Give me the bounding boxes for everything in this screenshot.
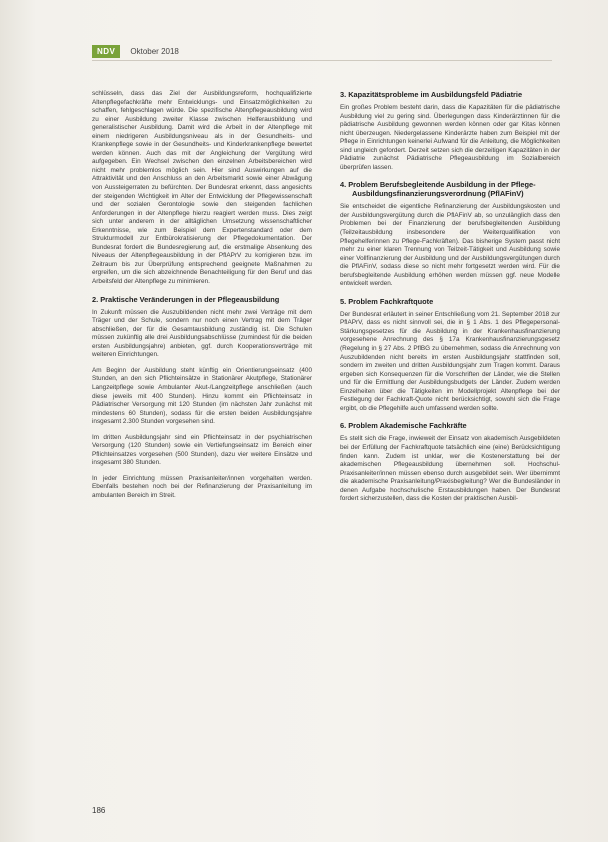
left-paragraph-3: Am Beginn der Ausbildung steht künftig ein Orientierungseinsatz (400 Stunden, an den sich Pflichteinsätze in Stationärer Akutpflege, Stationärer Langzeitpflege sowie Ambulanter Akut-/Langzeitpflege anschließen (auch diese jeweils mit 400 Stunden). Hinzu kommt ein Pflichteinsatz in Pädiatrischer Versorgung mit 120 Stunden (im nächsten Jahr zunächst mit mindestens 60 Stunden), sodass für die ersten beiden Ausbildungsjahre insgesamt 2.300 Stunden vorgesehen sind. [92,366,312,426]
section-heading-6: 6. Problem Akademische Fachkräfte [340,421,467,431]
section-heading-5: 5. Problem Fachkraftquote [340,296,434,306]
section-heading-4: 4. Problem Berufsbegleitende Ausbildung in der Pflege-Ausbildungsfinanzierungsverordnung (PflAFinV) [340,180,536,199]
header-rule [92,60,552,61]
right-paragraph-3: Der Bundesrat erläutert in seiner Entschließung vom 21. September 2018 zur PflAPrV, dass es nicht sinnvoll sei, die in § 1 Abs. 1 des Pflegepersonal-Stärkungsgesetzes für die Ausbildung in der Krankenhausfinanzierung vorgesehene Anrechnung des § 17a Krankenhausfinanzierungsgesetz (Regelung in § 27 Abs. 2 PflBG zu übernehmen, sodass die Anrechnung von Auszubildenden nicht bereits im ersten Ausbildungsjahr stattfinden soll, sondern im zweiten und dritten Ausbildungsjahr zum Tragen kommt. Daraus ergeben sich Konsequenzen für die Vorschriften der Länder, wie die Stellen und für die Ermittlung der Ausbildungsbudgets der Länder. Zudem werden Einzelheiten über die Tätigkeiten im Modellprojekt Altenpflege bei der Festlegung der Fachkraft-Quote nicht berücksichtigt, sowohl sich die Frage ergibt, ob die Pflegehilfe auch umfassend werden sollte. [340,310,560,412]
left-column [92,90,312,508]
journal-badge: NDV [92,45,120,58]
section-heading-3: 3. Kapazitätsprobleme im Ausbildungsfeld Pädiatrie [340,90,523,99]
right-column [340,90,560,511]
left-paragraph-4: Im dritten Ausbildungsjahr sind ein Pflichteinsatz in der psychiatrischen Versorgung (120 Stunden) sowie ein Vertiefungseinsatz im Bereich einer Pflichteinsatzes vorgesehen (500 Stunden), dazu vier weitere Einsätze und insgesamt 380 Stunden. [92,433,312,467]
page-number: 186 [92,806,106,815]
left-paragraph-1: schlüsseln, dass das Ziel der Ausbildungsreform, hochqualifizierte Altenpflegefachkräfte mehr Entwicklungs- und Einsatzmöglichkeiten zu schaffen, fehlgeschlagen würde. Die spezifische Altenpflegeausbildung wird zu einer Ausbildung zweiter Klasse zwischen Helferausbildung und generalistischer Ausbildung. Damit wird die Arbeit in der Altenpflege mit einem niedrigeren Ausbildungsniveau als in der Gesundheits- und Krankenpflege sowie in der Gesundheits- und Kinderkrankenpflege bewertet werden können. Auch das mit der Angleichung der Vergütung wird aufgegeben. Ein Wechsel zwischen den einzelnen Arbeitsbereichen wird nicht mehr problemlos möglich sein. Hier sind Auswirkungen auf die Attraktivität und den Anschluss an den Arbeitsmarkt sowie einer Abwägung von Aussteigerraten zu befürchten. Der Bundesrat erkennt, dass angesichts der steigenden Wichtigkeit im Alter der Entwicklung der Pflegewissenschaft und der sozialen Gerontologie sowie den steigenden fachlichen Anforderungen in der Altenpflege hierzu reagiert werden muss. Dies zeigt sich unter anderem in der alltäglichen Umsetzung wissenschaftlicher Erkenntnisse, wie zum Beispiel dem Expertenstandard oder dem Strukturmodell zur Entbürokratisierung der Pflegedokumentation. Der Bundesrat fordert die Bundesregierung auf, die erstmalige Absenkung des Niveaus der Altenpflegeausbildung in der PflAPrV zu korrigieren bzw. im Zeitraum bis zur Überprüfung entsprechend geeignete Maßnahmen zu ergreifen, um die sich abzeichnende Benachteiligung für den Beruf und das Arbeitsfeld der Altenpflege zu minimieren. [92,90,312,286]
right-paragraph-2: Sie entscheidet die eigentliche Refinanzierung der Ausbildungskosten und der Ausbildungsvergütung durch die PflAFinV ab, so unzulänglich dass den Problemen bei der Finanzierung der berufsbegleitenden Ausbildung (Teilzeitausbildung insbesondere der Weiterqualifikation von Pflegehelferinnen zu Pflege-Fachkräften). Das bisherige System passt nicht mehr zu einer klaren Trennung von Teilzeit-Tätigkeit und Ausbildung sowie einer Vollfinanzierung der Ausbildung und der Ausbildungsvergütungen durch die PflAFinV, sodass diese so nicht mehr fortgesetzt werden wird. Für die berufsbegleitende Ausbildung erhöhen werden müssen ggf. neue Modelle entwickelt werden. [340,203,560,288]
right-paragraph-4: Es stellt sich die Frage, inwieweit der Einsatz von akademisch Ausgebildeten bei der Erfüllung der Fachkraftquote tatsächlich eine (eine) Berücksichtigung finden kann. Zudem ist unklar, wer die Kostenerstattung bei der akademischen Pflegeausbildung übernehmen soll. Hochschul-Praxisanleiter/innen müssen ebenso durch ausgebildet sein. Wer übernimmt die akademische Praxisanleitung/Praxisbegleitung? Wer die Bundesländer in denen Aufgabe hochschulische Erstausbildungen haben. Der Bundesrat fordert sicherzustellen, dass die Kosten der praktischen Ausbil- [340,435,560,503]
right-paragraph-1: Ein großes Problem besteht darin, dass die Kapazitäten für die pädiatrische Ausbildung viel zu gering sind. Überlegungen dass Kinderärztinnen für die pädiatrische Ausbildung gewonnen werden können oder gar Kitas können nicht überzeugen. Niedergelassene Kinderärzte haben zum Beispiel mit der Pflege in Einrichtungen keinerlei Aufwand für die Anleitung, die Möglichkeiten sind ungleich gefordert. Derzeit setzen sich die derzeitigen Kapazitäten in der Pädiatrie zunächst Pädiatrische Pflegeausbildung im Sozialbereich überprüfen lassen. [340,104,560,171]
left-paragraph-2: In Zukunft müssen die Auszubildenden nicht mehr zwei Verträge mit dem Träger und der Schule, sondern nur noch einen Vertrag mit dem Träger abschließen, der für die Gesamtausbildung zuständig ist. Die Schulen müssen zukünftig alle drei Ausbildungsabschlüsse (zumindest für die beiden ersten Ausbildungsjahre) anbieten, ggf. durch Kooperationsverträge mit weiteren Einrichtungen. [92,308,312,359]
issue-date: Oktober 2018 [130,46,179,56]
left-paragraph-5: In jeder Einrichtung müssen Praxisanleiter/innen vorgehalten werden. Ebenfalls bestehen noch bei der Refinanzierung der Praxisanleitung im ambulanten Bereich im Streit. [92,474,312,499]
page-header [92,44,179,58]
section-heading-2: 2. Praktische Veränderungen in der Pflegeausbildung [92,294,280,304]
